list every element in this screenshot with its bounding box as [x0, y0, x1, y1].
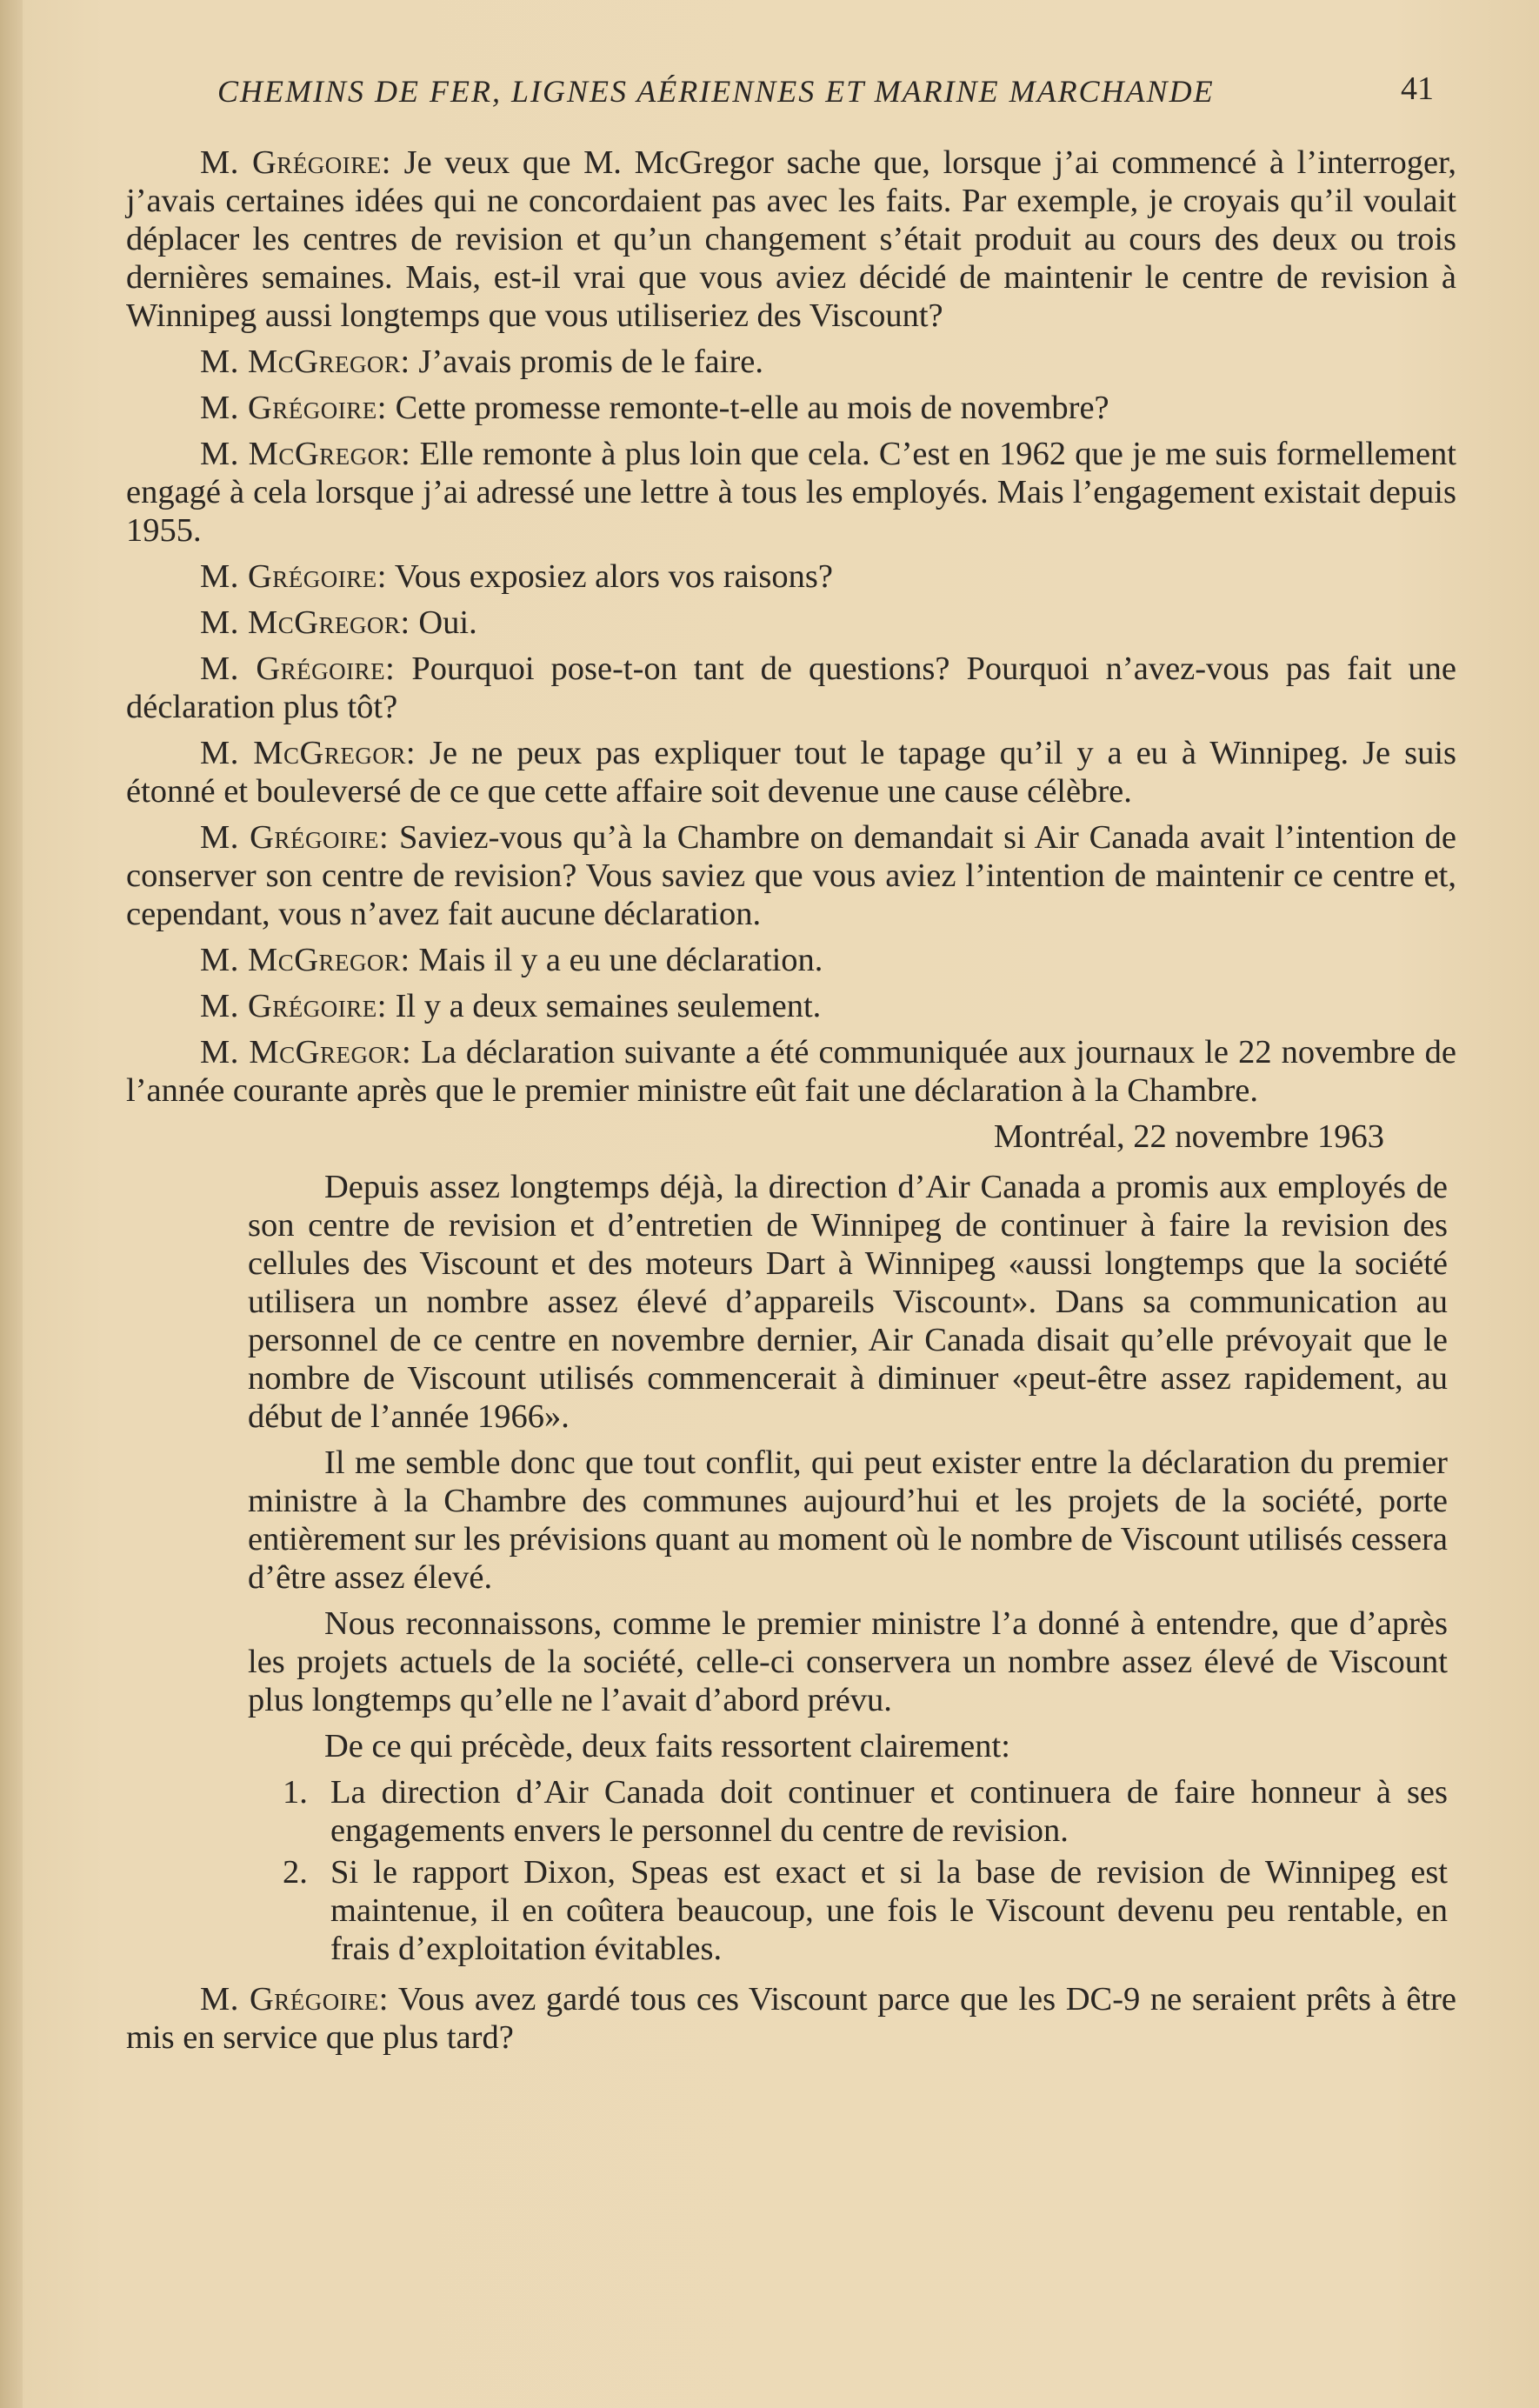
transcript-body [126, 143, 1456, 2064]
list-item-text: Si le rapport Dixon, Speas est exact et si la base de revision de Winnipeg est maintenue, il en coûtera beaucoup, une fois le Viscount devenu peu rentable, en frais d’exploitation évitables. [330, 1854, 1448, 1967]
quote-paragraph: Depuis assez longtemps déjà, la direction d’Air Canada a promis aux employés de son centre de revision et d’entretien de Winnipeg de continuer à faire la revision des cellules des Viscount et des moteurs Dart à Winnipeg «aussi longtemps que la société utilisera un nombre assez élevé d’appareils Viscount». Dans sa communication au personnel de ce centre en novembre dernier, Air Canada disait qu’elle prévoyait que le nombre de Viscount utilisés commencerait à diminuer «peut-être assez rapidement, au début de l’année 1966». [248, 1169, 1448, 1435]
speaker-label: M. Grégoire: [200, 819, 390, 856]
speaker-label: M. McGregor: [200, 436, 411, 472]
list-number: 2. [283, 1854, 308, 1891]
transcript-paragraph [126, 557, 1456, 596]
paragraph-text: Je ne peux pas expliquer tout le tapage qu’il y a eu à Winnipeg. Je suis étonné et bouleversé de ce que cette affaire soit devenue une cause célèbre. [126, 735, 1457, 810]
transcript-paragraph [126, 987, 1456, 1025]
list-item-text: La direction d’Air Canada doit continuer et continuera de faire honneur à ses engagements envers le personnel du centre de revision. [330, 1774, 1448, 1849]
transcript-paragraph [126, 604, 1456, 642]
paragraph-text: Vous exposiez alors vos raisons? [386, 558, 833, 595]
speaker-label: M. McGregor: [200, 604, 410, 641]
paragraph-text: Saviez-vous qu’à la Chambre on demandait si Air Canada avait l’intention de conserver son centre de revision? Vous saviez que vous aviez l’intention de maintenir ce centre et, cependant, vous n’avez fait aucune déclaration. [126, 819, 1456, 932]
speaker-label: M. Grégoire: [200, 988, 387, 1024]
speaker-label: M. McGregor: [200, 1034, 412, 1071]
speaker-label: M. McGregor: [200, 942, 410, 978]
transcript-paragraph [126, 818, 1456, 933]
list-item [248, 1773, 1448, 1850]
transcript-paragraph [126, 941, 1456, 979]
paragraph-text: Elle remonte à plus loin que cela. C’est en 1962 que je me suis formellement engagé à cela lorsque j’ai adressé une lettre à tous les employés. Mais l’engagement existait depuis 1955. [126, 436, 1456, 549]
list-number: 1. [283, 1774, 308, 1811]
transcript-paragraph [126, 1033, 1456, 1110]
paragraph-text: Mais il y a eu une déclaration. [410, 942, 823, 978]
list-item [248, 1853, 1448, 1968]
paragraph-text: Vous avez gardé tous ces Viscount parce que les DC-9 ne seraient prêts à être mis en service que plus tard? [126, 1981, 1456, 2056]
paragraph-text: La déclaration suivante a été communiquée aux journaux le 22 novembre de l’année courante après que le premier ministre eût fait une déclaration à la Chambre. [126, 1034, 1457, 1109]
paragraph-text: J’avais promis de le faire. [410, 344, 763, 380]
transcript-paragraph [126, 343, 1456, 381]
paragraph-text: Il y a deux semaines seulement. [386, 988, 822, 1024]
paragraph-text: Je veux que M. McGregor sache que, lorsque j’ai commencé à l’interroger, j’avais certaines idées qui ne concordaient pas avec les faits. Par exemple, je croyais qu’il voulait déplacer les centres de revision et qu’un changement s’était produit au cours des deux ou trois dernières semaines. Mais, est-il vrai que vous aviez décidé de maintenir le centre de revision à Winnipeg aussi longtemps que vous utiliseriez des Viscount? [126, 144, 1456, 334]
quote-paragraph: Il me semble donc que tout conflit, qui peut exister entre la déclaration du premier ministre à la Chambre des communes aujourd’hui et les projets de la société, porte entièrement sur les prévisions quant au moment où le nombre de Viscount utilisés cessera d’être assez élevé. [248, 1444, 1448, 1596]
speaker-label: M. Grégoire: [200, 558, 387, 595]
paragraph-text: Pourquoi pose-t-on tant de questions? Pourquoi n’avez-vous pas fait une déclaration plus tôt? [126, 650, 1456, 725]
speaker-label: M. McGregor: [200, 344, 410, 380]
quote-paragraph: De ce qui précède, deux faits ressortent clairement: [324, 1728, 1010, 1764]
speaker-label: M. Grégoire: [200, 650, 396, 687]
speaker-label: M. McGregor: [200, 735, 416, 771]
dateline: Montréal, 22 novembre 1963 [993, 1118, 1384, 1155]
quote-paragraph: Nous reconnaissons, comme le premier ministre l’a donné à entendre, que d’après les projets actuels de la société, celle-ci conservera un nombre assez élevé de Viscount plus longtemps qu’elle ne l’avait d’abord prévu. [248, 1605, 1448, 1718]
transcript-paragraph [126, 435, 1456, 550]
page-header [213, 70, 1448, 122]
speaker-label: M. Grégoire: [200, 1981, 389, 2018]
transcript-paragraph [126, 389, 1456, 427]
transcript-paragraph [126, 143, 1456, 335]
speaker-label: M. Grégoire: [200, 390, 387, 426]
running-title: CHEMINS DE FER, LIGNES AÉRIENNES ET MARINE MARCHANDE [217, 74, 1215, 109]
page-binding-edge [0, 0, 23, 2408]
paragraph-text: Cette promesse remonte-t-elle au mois de novembre? [386, 390, 1109, 426]
numbered-facts-list [248, 1773, 1448, 1968]
speaker-label: M. Grégoire: [200, 144, 391, 181]
transcript-paragraph [126, 734, 1456, 810]
transcript-paragraph [126, 650, 1456, 726]
paragraph-text: Oui. [410, 604, 477, 641]
transcript-paragraph [126, 1980, 1456, 2057]
page-number: 41 [1401, 70, 1434, 107]
quoted-statement [248, 1168, 1448, 1968]
